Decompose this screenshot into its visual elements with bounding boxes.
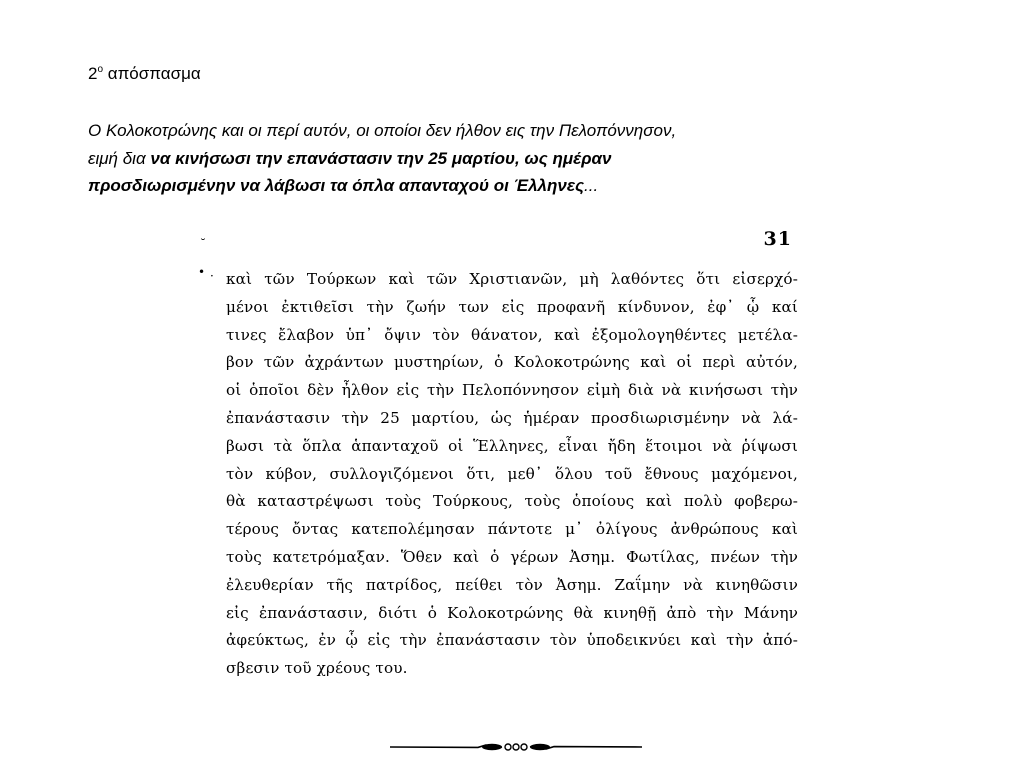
scanned-text-line: καὶ τῶν Τούρκων καὶ τῶν Χριστιανῶν, μὴ λαθόντες ὅτι εἰσερχό- [226, 270, 798, 288]
intro-line-2-plain: ειμή δια [88, 148, 151, 168]
scanned-text-line: ἀφεύκτως, ἐν ᾧ εἰς τὴν ἐπανάστασιν τὸν ὑποδεικνύει καὶ τὴν ἀπό- [226, 631, 798, 650]
scanned-text-line: ἐπανάστασιν τὴν 25 μαρτίου, ὡς ἡμέραν προσδιωρισμένην νὰ λά- [226, 408, 798, 427]
excerpt-ordinal-superscript: ο [97, 64, 104, 75]
ink-speck: ˘ [200, 237, 206, 251]
scanned-text-line: οἱ ὁποῖοι δὲν ἦλθον εἰς τὴν Πελοπόννησον εἰμὴ διὰ νὰ κινήσωσι τὴν [226, 381, 798, 400]
scanned-text-line: μένοι ἐκτιθεῖσι τὴν ζωήν των εἰς προφανῆ κίνδυνον, ἐφ᾽ ᾧ καί [226, 297, 798, 316]
scanned-text-line: τινες ἔλαβον ὑπ᾽ ὄψιν τὸν θάνατον, καὶ ἐξομολογηθέντες μετέλα- [226, 325, 798, 344]
intro-line-2 [88, 145, 908, 173]
excerpt-number: 2 [88, 64, 98, 83]
scanned-book-page [190, 222, 820, 762]
scanned-text-line: θὰ καταστρέψωσι τοὺς Τούρκους, τοὺς ὁποίους καὶ πολὺ φοβερω- [226, 492, 798, 511]
intro-line-3-ellipsis: ... [584, 176, 599, 195]
excerpt-heading [88, 62, 201, 86]
scanned-text-line: ἐλευθερίαν τῆς πατρίδος, πείθει τὸν Ἀσημ. Ζαΐμην νὰ κινηθῶσιν [226, 575, 798, 594]
scanned-text-line: τοὺς κατετρόμαξαν. Ὅθεν καὶ ὁ γέρων Ἀσημ. Φωτίλας, πνέων τὴν [226, 547, 798, 566]
intro-line-3 [88, 172, 908, 200]
scanned-text-line: τὸν κύβον, συλλογιζόμενοι ὅτι, μεθ᾽ ὅλου τοῦ ἔθνους μαχόμενοι, [226, 464, 798, 483]
intro-line-2-emphasis: να κινήσωσι την επανάστασιν την 25 μαρτίου, ως ημέραν [150, 148, 612, 168]
scanned-text-line: εἰς ἐπανάστασιν, διότι ὁ Κολοκοτρώνης θὰ κινηθῇ ἀπὸ τὴν Μάνην [226, 603, 798, 622]
intro-quote [88, 117, 908, 200]
scanned-text-line: βον τῶν ἀχράντων μυστηρίων, ὁ Κολοκοτρώνης καὶ οἱ περὶ αὐτόν, [226, 353, 798, 372]
scanned-text-line: τέρους ὄντας κατεπολέμησαν πάντοτε μ᾽ ὀλίγους ἀνθρώπους καὶ [226, 520, 798, 539]
scanned-text-line: βωσι τὰ ὅπλα ἁπανταχοῦ οἱ Ἕλληνες, εἶναι ἤδη ἕτοιμοι νὰ ῥίψωσι [226, 436, 798, 455]
scanned-text-block [226, 266, 798, 683]
excerpt-heading-text: απόσπασμα [103, 64, 201, 83]
decorative-divider-ornament [390, 740, 642, 754]
page-number: 31 [763, 228, 792, 250]
scanned-text-line: σβεσιν τοῦ χρέους του. [226, 659, 408, 678]
intro-line-3-emphasis: προσδιωρισμένην να λάβωσι τα όπλα απανταχού οι Έλληνες [88, 176, 585, 195]
intro-line-1: Ο Κολοκοτρώνης και οι περί αυτόν, οι οποίοι δεν ήλθον εις την Πελοπόννησον, [88, 121, 677, 140]
ink-speck: · [210, 269, 214, 283]
ink-speck: • [198, 265, 206, 279]
